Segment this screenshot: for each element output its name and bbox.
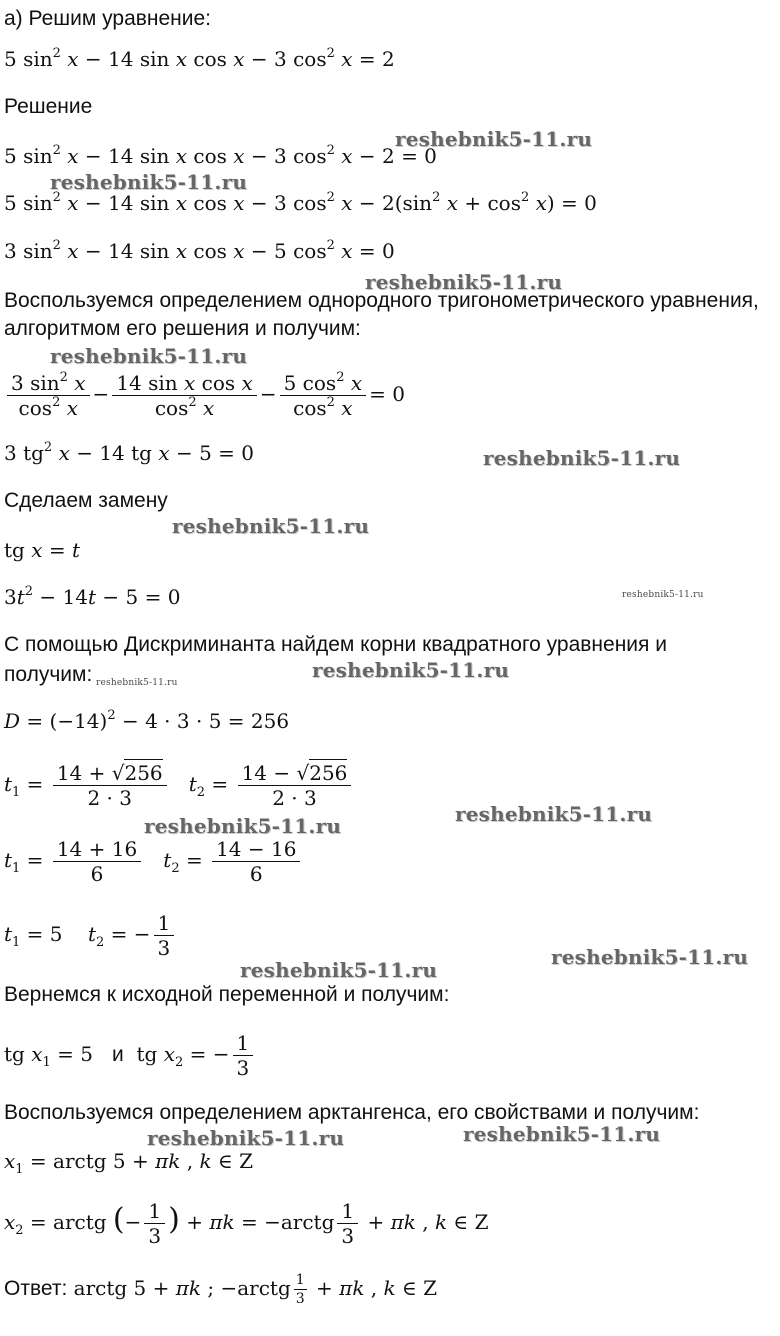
watermark: reshebnik5-11.ru bbox=[50, 344, 248, 368]
watermark: reshebnik5-11.ru bbox=[147, 1126, 345, 1150]
answer: Ответ: arctg 5 + πk ; −arctg $\frac{1}{3}$ + πk , k ∈ Z bbox=[4, 1272, 438, 1307]
explanation-homogeneous-2: алгоритмом его решения и получим: bbox=[4, 317, 361, 340]
quadratic: $3t^2 - 14t - 5 = 0$ bbox=[4, 584, 181, 609]
part-label: а) Решим уравнение: bbox=[4, 7, 212, 30]
watermark: reshebnik5-11.ru bbox=[312, 658, 510, 682]
roots-values: $t_1 = 5$ $t_2$ = − $\frac{1}{3}$ bbox=[4, 904, 177, 964]
step-1: 5 $\sin^2 x - 14$ sin x cos x − 3 $\cos^2 x - 2 = 0$ bbox=[4, 143, 437, 168]
return-text: Вернемся к исходной переменной и получим: bbox=[4, 983, 450, 1006]
solution-label: Решение bbox=[4, 95, 93, 118]
given-equation: 5 $\sin^2 x - 14$ sin x cos x − 3 $\cos^2 x = 2$ bbox=[4, 46, 395, 71]
watermark: reshebnik5-11.ru bbox=[144, 814, 342, 838]
substitution: tg x = t bbox=[4, 538, 81, 562]
watermark: reshebnik5-11.ru bbox=[551, 945, 749, 969]
conjunction: и bbox=[112, 1043, 124, 1066]
discriminant-text-2: получим: bbox=[4, 663, 93, 686]
back-substitution: tg $x_1 = 5$ и tg $x_2$ = − $\frac{1}{3}$ bbox=[4, 1022, 256, 1087]
solution-x2: $x_2$ = arctg (− $\frac{1}{3}$ ) + πk = −arctg $\frac{1}{3}$ + πk , k ∈ Z bbox=[4, 1199, 489, 1248]
watermark: reshebnik5-11.ru bbox=[365, 270, 563, 294]
watermark: reshebnik5-11.ru bbox=[463, 1122, 661, 1146]
substitution-label: Сделаем замену bbox=[4, 489, 168, 512]
solution-x1: $x_1$ = arctg 5 + πk , k ∈ Z bbox=[4, 1149, 254, 1177]
discriminant: $D = (-14)^2 - 4 \cdot 3 \cdot 5 = 256$ bbox=[4, 708, 290, 733]
step-tg: 3 $tg^2$ x − 14 tg x − 5 = 0 bbox=[4, 440, 255, 465]
watermark: reshebnik5-11.ru bbox=[395, 127, 593, 151]
explanation-homogeneous-1: Воспользуемся определением однородного тригонометрического уравнения, bbox=[4, 289, 759, 312]
step-3: 3 $\sin^2 x - 14$ sin x cos x − 5 $\cos^2 x = 0$ bbox=[4, 238, 395, 263]
watermark: reshebnik5-11.ru bbox=[96, 678, 178, 688]
watermark: reshebnik5-11.ru bbox=[483, 446, 681, 470]
watermark: reshebnik5-11.ru bbox=[455, 802, 653, 826]
arctan-text: Воспользуемся определением арктангенса, его свойствами и получим: bbox=[4, 1101, 700, 1124]
step-2: 5 $\sin^2 x - 14$ sin x cos x − 3 $\cos^2 x - 2(\sin^2$ $x + \cos^2 x) = 0$ bbox=[4, 190, 597, 215]
roots-computed: $t_1$ = $\frac{14 + 16}{6}$ $t_2$ = $\frac{14 - 16}{6}$ bbox=[4, 830, 303, 890]
discriminant-text-1: С помощью Дискриминанта найдем корни квадратного уравнения и bbox=[4, 633, 667, 656]
roots-formula: $t_1$ = $\frac{14 + √256}{2 \cdot 3}$ $t_2$ = $\frac{14 - √256}{2 \cdot 3}$ bbox=[4, 752, 354, 816]
step-divide: $\frac{3 \sin^2 x}{\cos^2 x}$ − $\frac{\text{14 sin x cos x}}{\cos^2 x}$ − $\frac{5 \cos^2 x}{\cos^2 x}$ = 0 bbox=[4, 362, 405, 426]
answer-label: Ответ: bbox=[4, 1277, 68, 1300]
watermark: reshebnik5-11.ru bbox=[622, 590, 704, 600]
watermark: reshebnik5-11.ru bbox=[172, 514, 370, 538]
watermark: reshebnik5-11.ru bbox=[240, 958, 438, 982]
watermark: reshebnik5-11.ru bbox=[50, 170, 248, 194]
